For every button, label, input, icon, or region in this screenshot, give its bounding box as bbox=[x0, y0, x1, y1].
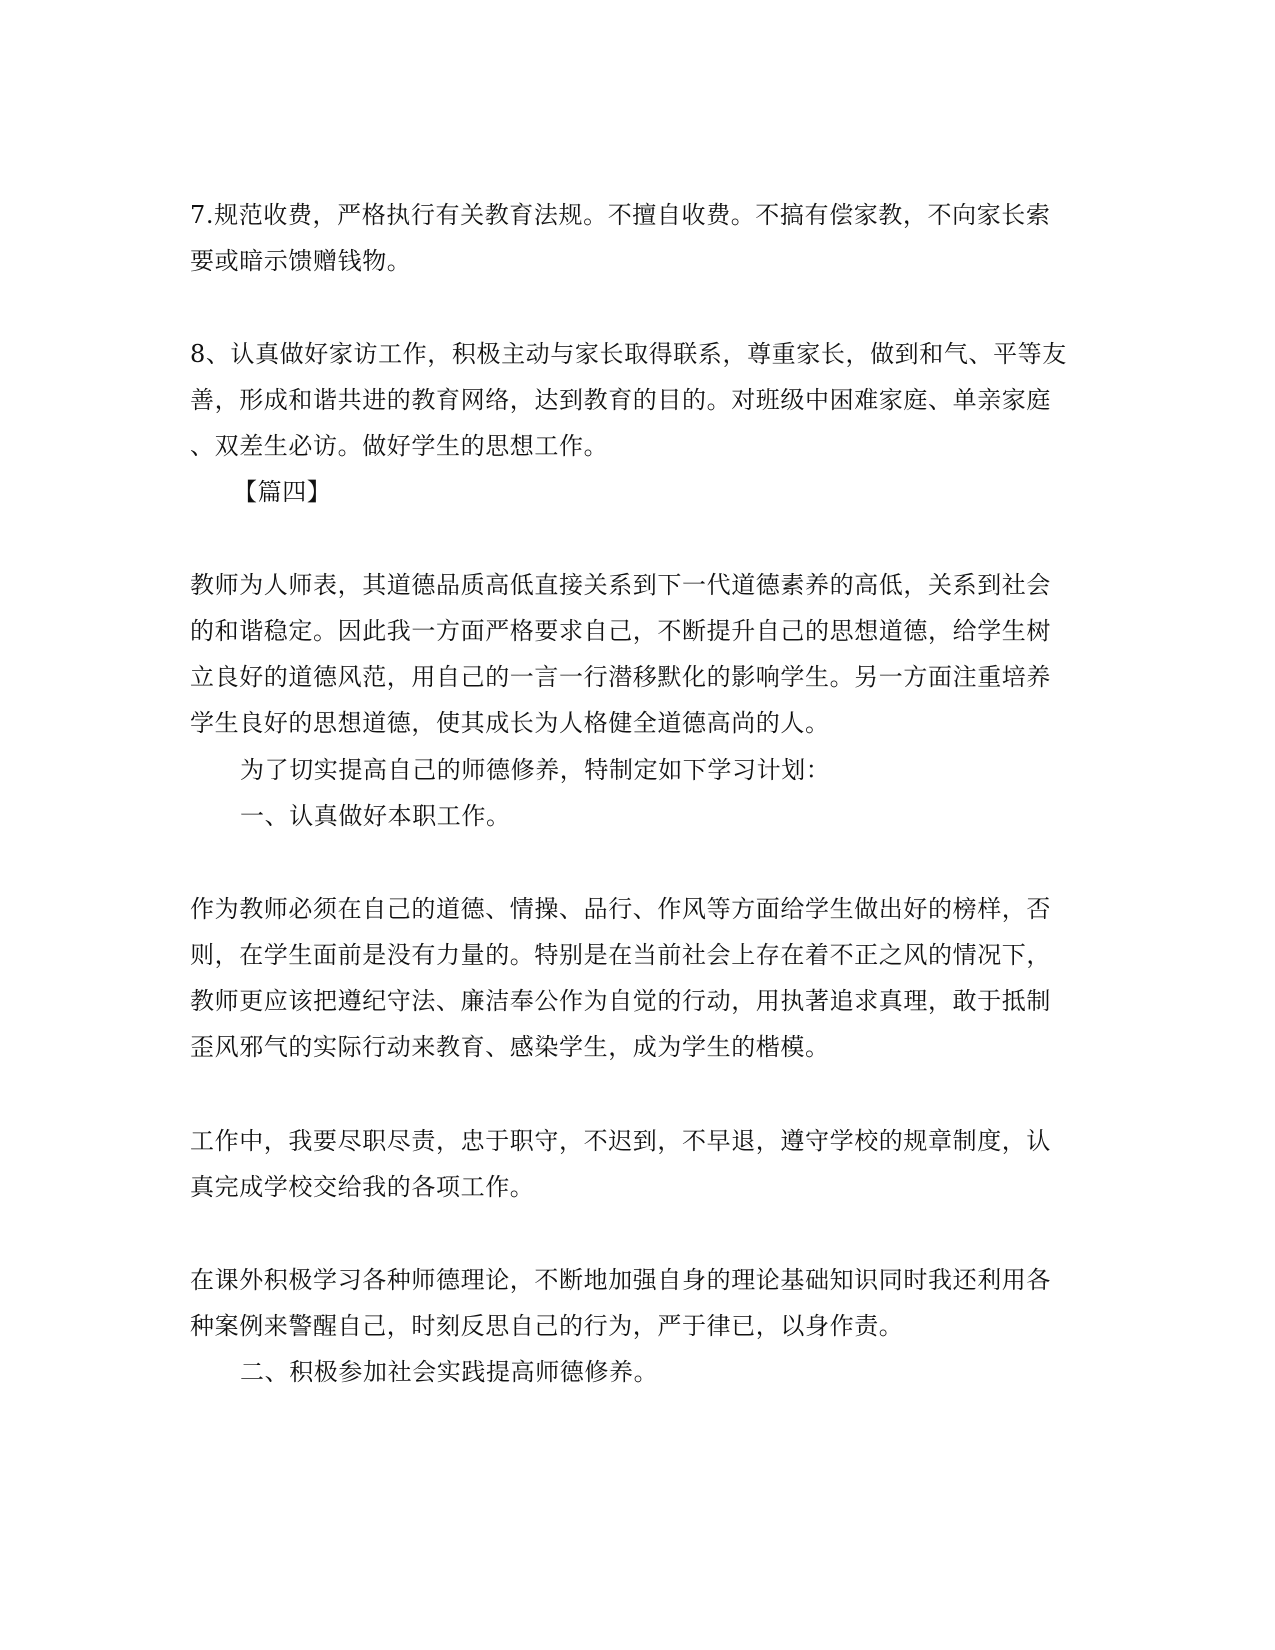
point-1-body-a-line-1: 作为教师必须在自己的道德、情操、品行、作风等方面给学生做出好的榜样，否 bbox=[190, 895, 1051, 923]
item-8-line-1: 8、认真做好家访工作，积极主动与家长取得联系，尊重家长，做到和气、平等友 bbox=[190, 340, 1067, 368]
point-1-body-a-line-3: 教师更应该把遵纪守法、廉洁奉公作为自觉的行动，用执著追求真理，敢于抵制 bbox=[190, 987, 1051, 1015]
point-1-body-b-line-1: 工作中，我要尽职尽责，忠于职守，不迟到，不早退，遵守学校的规章制度，认 bbox=[190, 1127, 1051, 1155]
point-1-body-c-line-2: 种案例来警醒自己，时刻反思自己的行为，严于律已，以身作责。 bbox=[190, 1312, 904, 1340]
item-8-line-2: 善，形成和谐共进的教育网络，达到教育的目的。对班级中困难家庭、单亲家庭 bbox=[190, 386, 1051, 414]
point-1-body-c-line-1: 在课外积极学习各种师德理论，不断地加强自身的理论基础知识同时我还利用各 bbox=[190, 1266, 1051, 1294]
point-2-title: 二、积极参加社会实践提高师德修养。 bbox=[240, 1358, 659, 1386]
item-8-line-3: 、双差生必访。做好学生的思想工作。 bbox=[190, 432, 609, 460]
item-7-line-2: 要或暗示馈赠钱物。 bbox=[190, 247, 412, 275]
point-1-title: 一、认真做好本职工作。 bbox=[240, 802, 511, 830]
intro-line-4: 学生良好的思想道德，使其成长为人格健全道德高尚的人。 bbox=[190, 709, 830, 737]
point-1-body-b-line-2: 真完成学校交给我的各项工作。 bbox=[190, 1173, 535, 1201]
item-7-line-1: 7.规范收费，严格执行有关教育法规。不擅自收费。不搞有偿家教，不向家长索 bbox=[190, 201, 1051, 229]
intro-line-2: 的和谐稳定。因此我一方面严格要求自己，不断提升自己的思想道德，给学生树 bbox=[190, 617, 1051, 645]
section-heading: 【篇四】 bbox=[233, 478, 332, 506]
point-1-body-a-line-4: 歪风邪气的实际行动来教育、感染学生，成为学生的楷模。 bbox=[190, 1033, 830, 1061]
intro-line-3: 立良好的道德风范，用自己的一言一行潜移默化的影响学生。另一方面注重培养 bbox=[190, 663, 1051, 691]
point-1-body-a-line-2: 则，在学生面前是没有力量的。特别是在当前社会上存在着不正之风的情况下， bbox=[190, 941, 1051, 969]
intro-line-1: 教师为人师表，其道德品质高低直接关系到下一代道德素养的高低，关系到社会 bbox=[190, 571, 1051, 599]
plan-intro: 为了切实提高自己的师德修养，特制定如下学习计划： bbox=[240, 756, 831, 784]
